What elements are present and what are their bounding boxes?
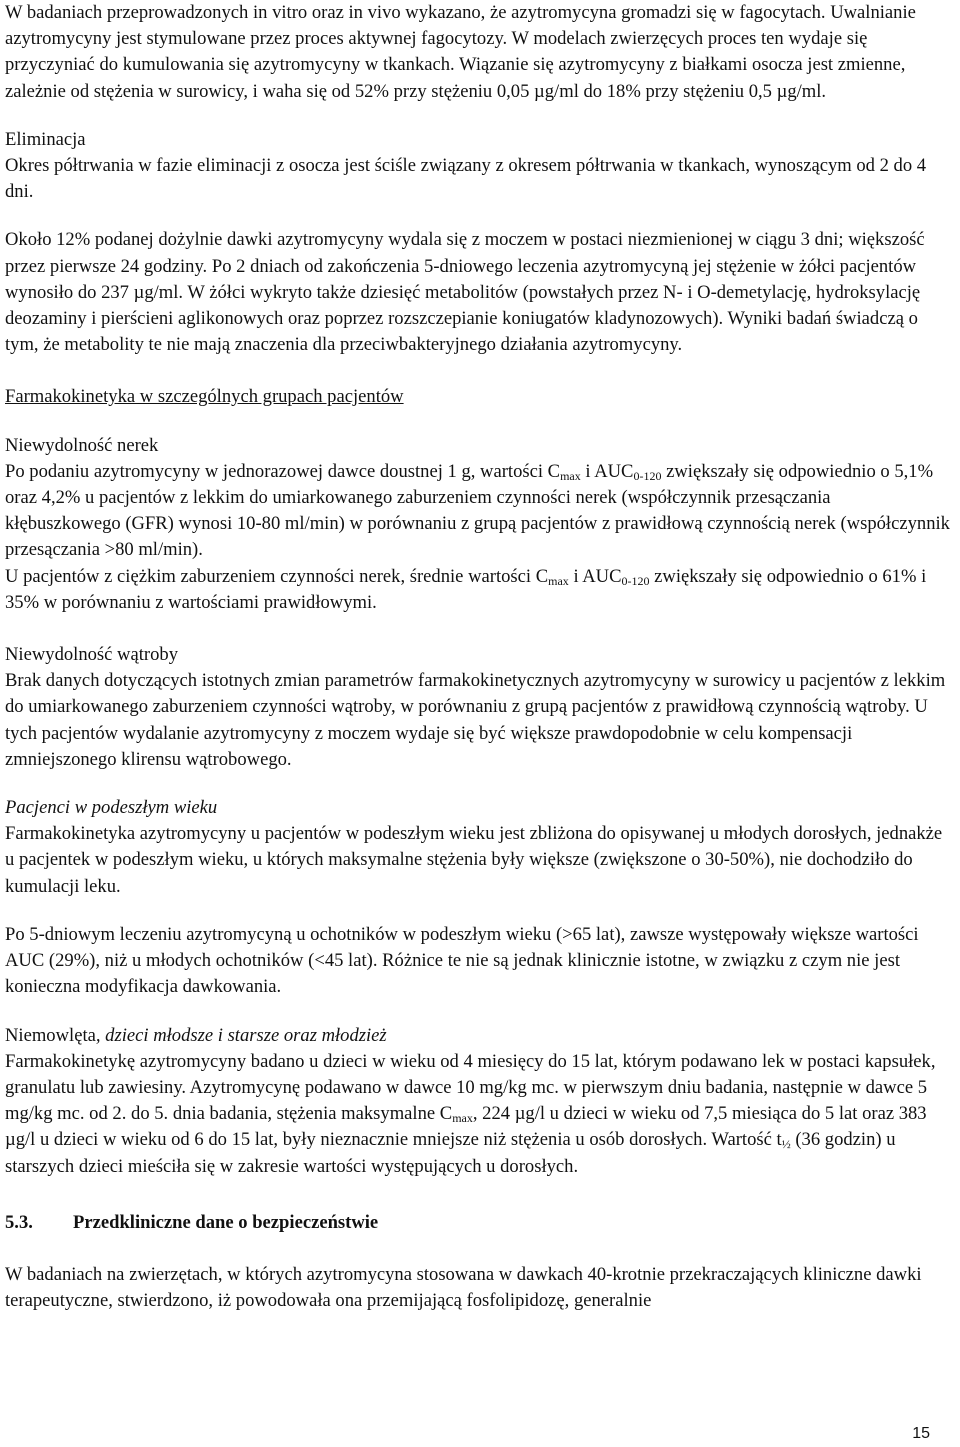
paragraph-elderly-2: Po 5-dniowym leczeniu azytromycyną u ochotników w podeszłym wieku (>65 lat), zawsze występowały większe wartości AUC (29%), niż u młodych ochotników (<45 lat). Różnice te nie są jednak klinicznie istotne, w związku z czym nie jest konieczna modyfikacja dawkowania. xyxy=(5,923,919,998)
paragraph-hepatic: Brak danych dotyczących istotnych zmian parametrów farmakokinetycznych azytromycyny w surowicy u pacjentów z lekkim do umiarkowanego zaburzeniem czynności wątroby, w porównaniu z grupą pacjentów z prawidłową czynnością wątroby. U tych pacjentów wydalanie azytromycyny z moczem wydaje się być większe prawdopodobnie w celu kompensacji zmniejszonego klirensu wątrobowego. xyxy=(5,670,946,770)
heading-hepatic-impairment: Niewydolność wątroby xyxy=(5,644,178,666)
paragraph-phagocytes: W badaniach przeprowadzonych in vitro oraz in vivo wykazano, że azytromycyna gromadzi się w fagocytach. Uwalnianie azytromycyny jest stymulowane przez proces aktywnej fagocytozy. W modelach zwierzęcych proces ten wydaje się przyczyniać do kumulowania się azytromycyny w tkankach. Wiązanie się azytromycyny z białkami osocza jest zmienne, zależnie od stężenia w surowicy, i waha się od 52% przy stężeniu 0,05 µg/ml do 18% przy stężeniu 0,5 µg/ml. xyxy=(5,2,916,102)
paragraph-animal-studies: W badaniach na zwierzętach, w których azytromycyna stosowana w dawkach 40-krotnie przekraczających kliniczne dawki terapeutyczne, stwierdzono, iż powodowała ona przemijającą fosfolipidozę, generalnie xyxy=(5,1263,922,1312)
paragraph-renal-2: U pacjentów z ciężkim zaburzeniem czynności nerek, średnie wartości $C_{max}$ i $AUC_{0-120}$ zwiększały się odpowiednio o 61% i 35% w porównaniu z wartościami prawidłowymi. xyxy=(5,565,927,613)
heading-renal-impairment: Niewydolność nerek xyxy=(5,434,159,456)
section-title: Przedkliniczne dane o bezpieczeństwie xyxy=(73,1211,379,1233)
heading-special-populations: Farmakokinetyka w szczególnych grupach pacjentów xyxy=(5,386,404,408)
paragraph-children: Farmakokinetykę azytromycyny badano u dzieci w wieku od 4 miesięcy do 15 lat, którym podawano lek w postaci kapsułek, granulatu lub zawiesiny. Azytromycynę podawano w dawce 10 mg/kg mc. w pierwszym dniu badania, następnie w dawce 5 mg/kg mc. od 2. do 5. dnia badania, stężenia maksymalne $C_{max}$, 224 µg/l u dzieci w wieku od 7,5 miesiąca do 5 lat oraz 383 µg/l u dzieci w wieku od 6 do 15 lat, były nieznacznie mniejsze niż stężenia u osób dorosłych. Wartość $t_{\frac{1}{2}}$ (36 godzin) u starszych dzieci mieściła się w zakresie wartości występujących u dorosłych. xyxy=(5,1050,936,1177)
heading-elderly: Pacjenci w podeszłym wieku xyxy=(5,797,218,819)
section-number: 5.3. xyxy=(5,1211,33,1233)
heading-children: Niemowlęta, dzieci młodsze i starsze oraz młodzież xyxy=(5,1024,387,1046)
paragraph-excretion: Około 12% podanej dożylnie dawki azytromycyny wydala się z moczem w postaci niezmienionej w ciągu 3 dni; większość przez pierwsze 24 godziny. Po 2 dniach od zakończenia 5-dniowego leczenia azytromycyną jej stężenie w żółci pacjentów wynosiło do 237 µg/ml. W żółci wykryto także dziesięć metabolitów (powstałych przez N- i O-demetylację, hydroksylację deozaminy i pierścieni aglikonowych oraz poprzez rozszczepianie koniugatów kladynozowych). Wyniki badań świadczą o tym, że metabolity te nie mają znaczenia dla przeciwbakteryjnego działania azytromycyny. xyxy=(5,229,925,356)
heading-elimination: Eliminacja xyxy=(5,128,86,150)
page-number: 15 xyxy=(912,1425,930,1442)
paragraph-elderly-1: Farmakokinetyka azytromycyny u pacjentów w podeszłym wieku jest zbliżona do opisywanej u młodych dorosłych, jednakże u pacjentek w podeszłym wieku, u których maksymalne stężenia były większe (zwiększone o 30-50%), nie dochodziło do kumulacji leku. xyxy=(5,823,943,897)
paragraph-renal-1: Po podaniu azytromycyny w jednorazowej dawce doustnej 1 g, wartości $C_{max}$ i $AUC_{0-120}$ zwiększały się odpowiednio o 5,1% oraz 4,2% u pacjentów z lekkim do umiarkowanego zaburzeniem czynności nerek (współczynnik przesączania kłębuszkowego (GFR) wynosi 10-80 ml/min) w porównaniu z grupą pacjentów z prawidłową czynnością nerek (współczynnik przesączania >80 ml/min). xyxy=(5,460,950,561)
section-heading-preclinical xyxy=(5,1210,950,1236)
document-page xyxy=(5,0,950,1314)
paragraph-elimination: Okres półtrwania w fazie eliminacji z osocza jest ściśle związany z okresem półtrwania w tkankach, wynoszącym od 2 do 4 dni. xyxy=(5,155,927,203)
